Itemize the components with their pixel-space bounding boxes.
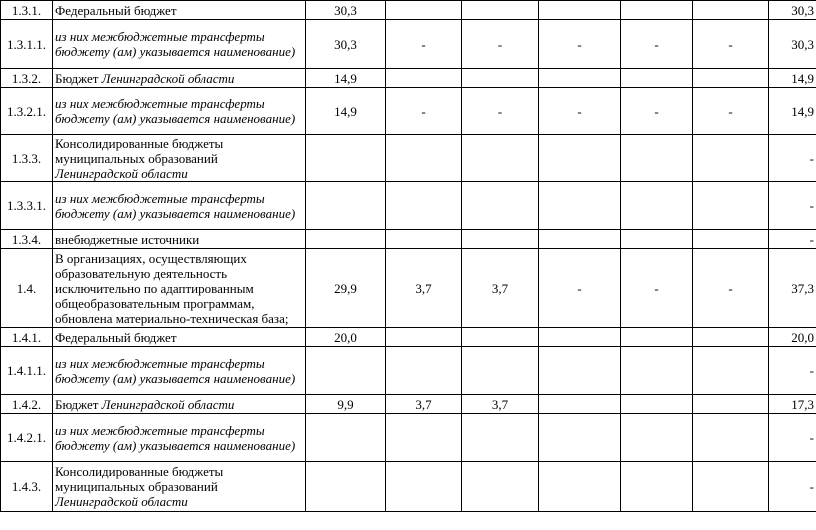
value-cell — [693, 395, 769, 414]
description-text: Консолидированные бюджеты муниципальных образований — [55, 464, 224, 494]
table-row — [1, 69, 816, 88]
value-cell — [539, 328, 621, 347]
value-cell — [539, 347, 621, 395]
value-cell — [386, 1, 462, 20]
value-cell — [621, 69, 693, 88]
table-row — [1, 230, 816, 249]
value-cell — [621, 1, 693, 20]
value-cell: 29,9 — [306, 249, 386, 328]
value-cell: 3,7 — [462, 249, 539, 328]
value-cell — [462, 462, 539, 512]
value-cell — [386, 69, 462, 88]
description-region: Ленинградской области — [101, 396, 235, 412]
row-number: 1.4.2.1. — [1, 414, 53, 462]
value-cell — [693, 182, 769, 230]
table-row — [1, 88, 816, 135]
total-cell: - — [769, 230, 816, 249]
value-cell — [621, 462, 693, 512]
value-cell — [693, 1, 769, 20]
description-text: Бюджет — [55, 70, 102, 86]
value-cell: - — [621, 20, 693, 69]
row-description: внебюджетные источники — [53, 230, 306, 249]
value-cell — [462, 135, 539, 182]
row-number: 1.3.1.1. — [1, 20, 53, 69]
value-cell: 30,3 — [306, 1, 386, 20]
value-cell: - — [386, 20, 462, 69]
value-cell: - — [462, 20, 539, 69]
value-cell — [386, 135, 462, 182]
row-description: из них межбюджетные трансферты бюджету (ам) указывается наименование) — [53, 182, 306, 230]
total-cell: 30,3 — [769, 20, 816, 69]
value-cell — [621, 182, 693, 230]
value-cell — [386, 414, 462, 462]
row-description: В организациях, осуществляющих образовательную деятельность исключительно по адаптированным общеобразовательным программам, обновлена материально-техническая база; — [53, 249, 306, 328]
value-cell — [693, 69, 769, 88]
value-cell: - — [693, 20, 769, 69]
value-cell: 3,7 — [386, 395, 462, 414]
row-number: 1.3.3. — [1, 135, 53, 182]
value-cell: - — [539, 20, 621, 69]
table-row — [1, 249, 816, 328]
total-cell: 30,3 — [769, 1, 816, 20]
row-description: из них межбюджетные трансферты бюджету (ам) указывается наименование) — [53, 20, 306, 69]
value-cell — [621, 328, 693, 347]
value-cell — [386, 347, 462, 395]
value-cell — [462, 69, 539, 88]
row-number: 1.4.1. — [1, 328, 53, 347]
total-cell: 14,9 — [769, 69, 816, 88]
value-cell — [386, 328, 462, 347]
value-cell: - — [621, 249, 693, 328]
value-cell — [621, 395, 693, 414]
description-region: Ленинградской области — [101, 70, 235, 86]
table-row — [1, 395, 816, 414]
table-row — [1, 462, 816, 512]
value-cell — [306, 182, 386, 230]
value-cell — [621, 347, 693, 395]
value-cell — [539, 182, 621, 230]
row-number: 1.4. — [1, 249, 53, 328]
total-cell: 17,3 — [769, 395, 816, 414]
total-cell: - — [769, 135, 816, 182]
description-text: Консолидированные бюджеты муниципальных образований — [55, 135, 224, 166]
table-row — [1, 414, 816, 462]
table-row — [1, 20, 816, 69]
value-cell: - — [539, 88, 621, 135]
value-cell: 3,7 — [386, 249, 462, 328]
row-description — [53, 462, 306, 512]
row-number: 1.3.2.1. — [1, 88, 53, 135]
value-cell: - — [693, 249, 769, 328]
value-cell — [462, 182, 539, 230]
total-cell: - — [769, 414, 816, 462]
value-cell — [693, 135, 769, 182]
value-cell — [693, 414, 769, 462]
table-row — [1, 347, 816, 395]
total-cell: - — [769, 347, 816, 395]
total-cell: - — [769, 182, 816, 230]
value-cell: - — [462, 88, 539, 135]
value-cell — [462, 230, 539, 249]
value-cell — [462, 347, 539, 395]
row-number: 1.4.3. — [1, 462, 53, 512]
table-row — [1, 328, 816, 347]
value-cell — [306, 462, 386, 512]
value-cell — [539, 1, 621, 20]
value-cell — [539, 395, 621, 414]
value-cell: 9,9 — [306, 395, 386, 414]
value-cell — [621, 135, 693, 182]
row-description: Федеральный бюджет — [53, 1, 306, 20]
row-description — [53, 69, 306, 88]
table-row — [1, 1, 816, 20]
value-cell: 14,9 — [306, 88, 386, 135]
table-row — [1, 182, 816, 230]
value-cell — [693, 347, 769, 395]
value-cell: 20,0 — [306, 328, 386, 347]
row-description: из них межбюджетные трансферты бюджету (ам) указывается наименование) — [53, 414, 306, 462]
total-cell: 14,9 — [769, 88, 816, 135]
value-cell — [693, 462, 769, 512]
value-cell — [306, 230, 386, 249]
row-description: из них межбюджетные трансферты бюджету (ам) указывается наименование) — [53, 88, 306, 135]
value-cell — [386, 230, 462, 249]
description-text: Бюджет — [55, 396, 102, 412]
total-cell: 37,3 — [769, 249, 816, 328]
value-cell — [621, 414, 693, 462]
value-cell — [386, 462, 462, 512]
value-cell: 3,7 — [462, 395, 539, 414]
description-region: Ленинградской области — [55, 165, 188, 181]
value-cell — [539, 69, 621, 88]
row-number: 1.4.1.1. — [1, 347, 53, 395]
value-cell — [539, 230, 621, 249]
value-cell — [693, 230, 769, 249]
table-row — [1, 135, 816, 182]
value-cell — [386, 182, 462, 230]
row-description: из них межбюджетные трансферты бюджету (ам) указывается наименование) — [53, 347, 306, 395]
total-cell: 20,0 — [769, 328, 816, 347]
row-description — [53, 135, 306, 182]
value-cell — [306, 414, 386, 462]
value-cell — [306, 135, 386, 182]
value-cell: - — [386, 88, 462, 135]
value-cell — [462, 414, 539, 462]
value-cell: - — [693, 88, 769, 135]
row-number: 1.3.3.1. — [1, 182, 53, 230]
row-number: 1.3.2. — [1, 69, 53, 88]
row-description — [53, 395, 306, 414]
row-number: 1.3.1. — [1, 1, 53, 20]
value-cell: 14,9 — [306, 69, 386, 88]
value-cell: - — [621, 88, 693, 135]
value-cell: 30,3 — [306, 20, 386, 69]
row-number: 1.4.2. — [1, 395, 53, 414]
value-cell — [462, 328, 539, 347]
row-description: Федеральный бюджет — [53, 328, 306, 347]
value-cell — [462, 1, 539, 20]
value-cell — [693, 328, 769, 347]
total-cell: - — [769, 462, 816, 512]
row-number: 1.3.4. — [1, 230, 53, 249]
table-body — [1, 1, 816, 512]
value-cell — [539, 414, 621, 462]
value-cell: - — [539, 249, 621, 328]
value-cell — [539, 462, 621, 512]
value-cell — [621, 230, 693, 249]
value-cell — [539, 135, 621, 182]
description-region: Ленинградской области — [55, 494, 188, 509]
value-cell — [306, 347, 386, 395]
